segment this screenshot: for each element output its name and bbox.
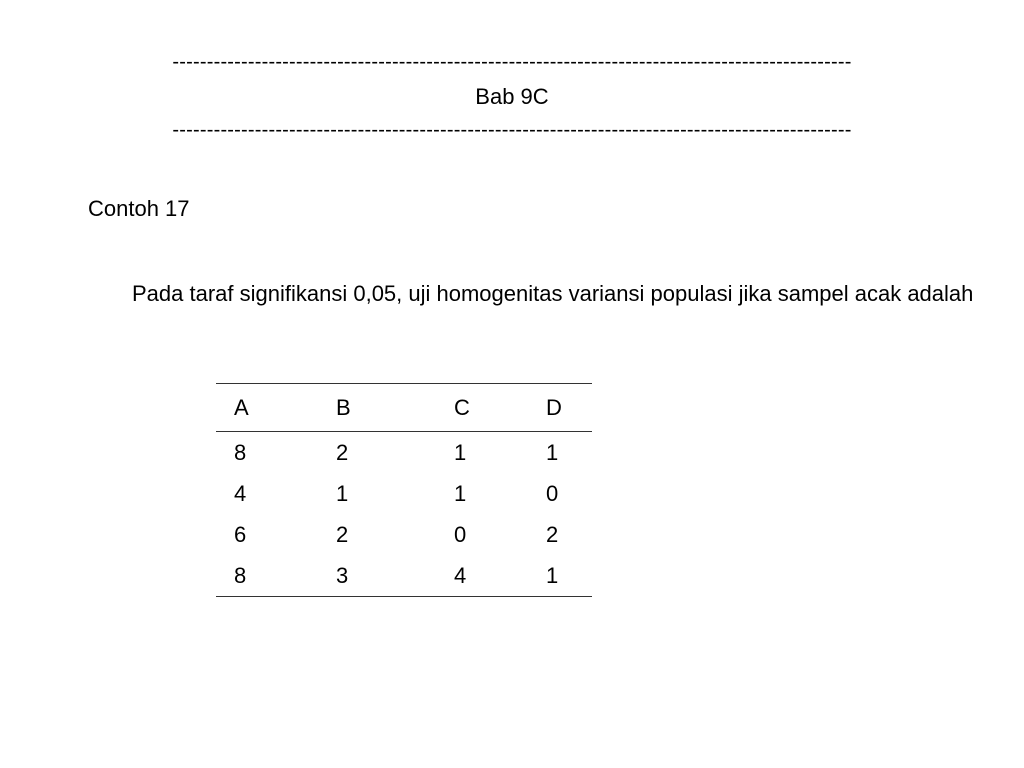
table-cell: 1: [454, 480, 467, 506]
table-cell: 2: [336, 439, 349, 465]
table-cell: 1: [454, 439, 467, 465]
column-header-c: C: [454, 384, 546, 432]
table-cell: 0: [546, 480, 559, 506]
table-cell: 4: [454, 555, 546, 597]
table-cell: 1: [336, 480, 349, 506]
table-cell: 1: [546, 555, 592, 597]
table-row: [216, 432, 592, 474]
page-title: Bab 9C: [475, 84, 549, 109]
table-header-row: [216, 384, 592, 432]
table-cell: 2: [546, 521, 559, 547]
table-cell: 6: [234, 521, 247, 547]
table-cell: 0: [454, 521, 467, 547]
column-header-a: A: [216, 384, 336, 432]
column-header-d: D: [546, 384, 592, 432]
bottom-dashed-divider: ---------------------------------------------------------------------------------------------------: [172, 119, 852, 141]
top-dashed-divider: ---------------------------------------------------------------------------------------------------: [172, 51, 852, 73]
table-cell: 3: [336, 555, 454, 597]
column-header-b: B: [336, 384, 454, 432]
table-row: [216, 555, 592, 597]
table-row: [216, 473, 592, 514]
table-cell: 8: [234, 439, 247, 465]
table-row: [216, 514, 592, 555]
example-heading: Contoh 17: [88, 196, 190, 221]
table-cell: 8: [216, 555, 336, 597]
data-table: [216, 383, 592, 597]
table-cell: 2: [336, 521, 349, 547]
table-cell: 1: [546, 439, 559, 465]
table-cell: 4: [234, 480, 247, 506]
problem-statement: Pada taraf signifikansi 0,05, uji homogenitas variansi populasi jika sampel acak adalah: [132, 281, 974, 306]
